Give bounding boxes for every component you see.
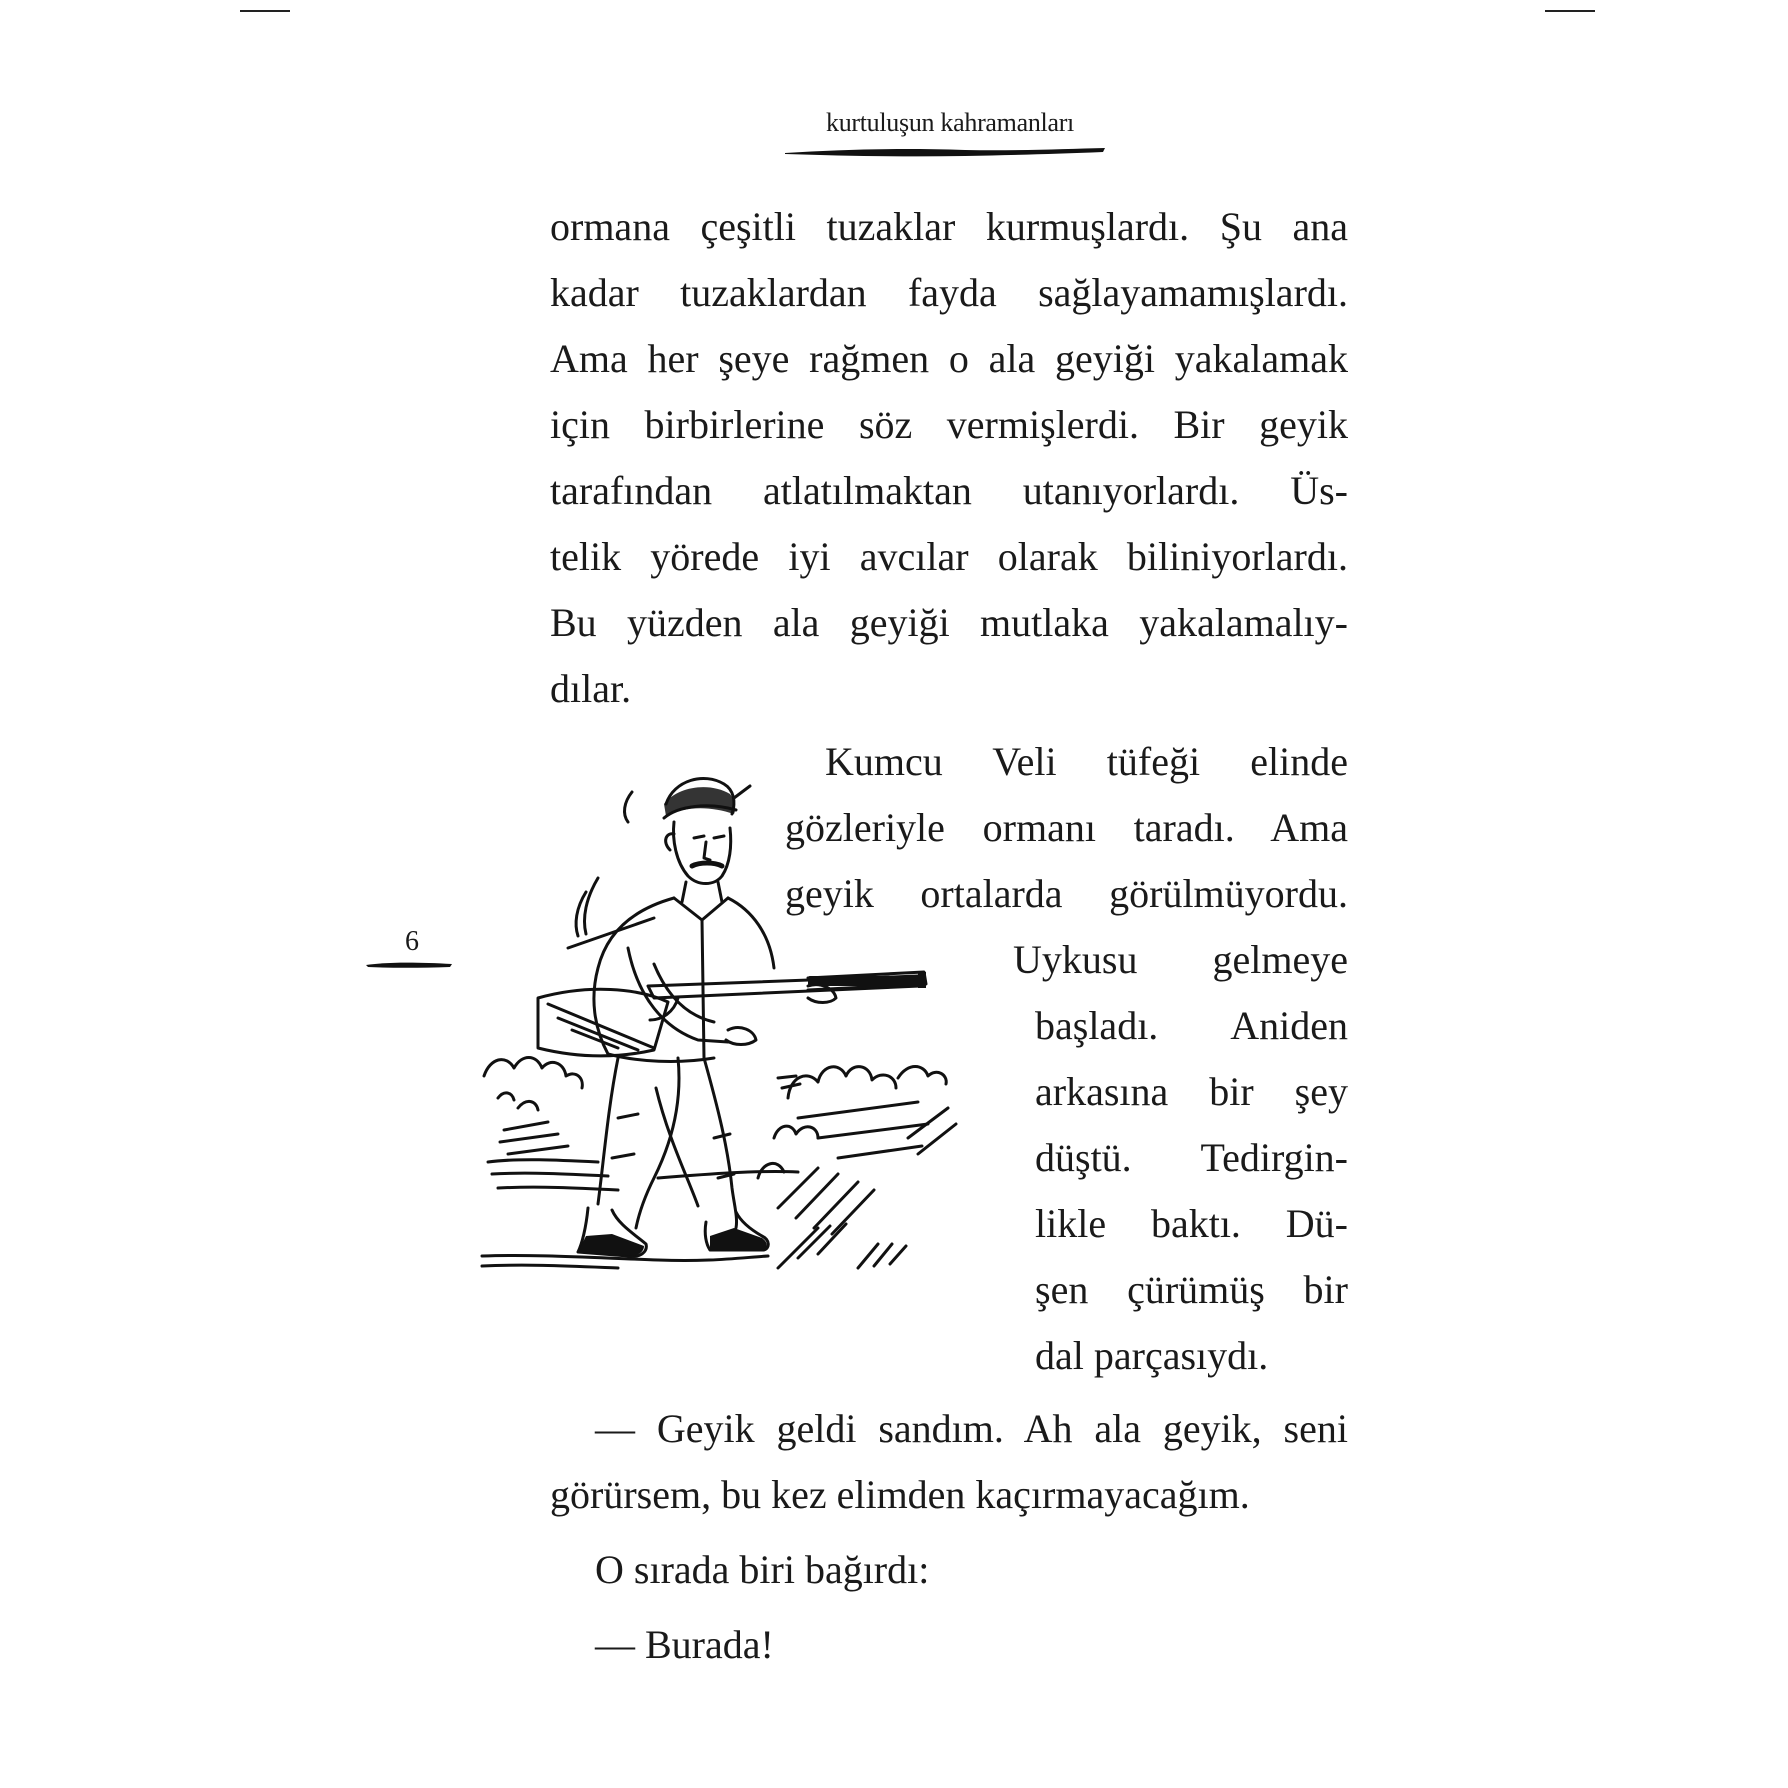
paragraph-line: Kumcu Veli tüfeği elinde xyxy=(825,739,1348,784)
paragraph-line: şen çürümüş bir xyxy=(1035,1267,1348,1312)
paragraph-line: Bu yüzden ala geyiği mutlaka yakalamalıy- xyxy=(550,600,1348,645)
paragraph-line: Ama her şeye rağmen o ala geyiği yakalamak xyxy=(550,336,1348,381)
paragraph-line: başladı. Aniden xyxy=(1035,1003,1348,1048)
paragraph-line: kadar tuzaklardan fayda sağlayamamışlardı. xyxy=(550,270,1348,315)
paragraph-line: tarafından atlatılmaktan utanıyorlardı. Üs- xyxy=(550,468,1348,513)
page-number: 6 xyxy=(405,926,419,957)
running-head-rule xyxy=(785,146,1105,158)
dialogue-line: — Geyik geldi sandım. Ah ala geyik, seni xyxy=(595,1406,1348,1451)
paragraph-line: likle baktı. Dü- xyxy=(1035,1201,1348,1246)
hunter-with-rifle-illustration xyxy=(478,758,1034,1313)
crop-mark-left xyxy=(240,10,290,12)
narration-1 xyxy=(550,1537,1348,1603)
dialogue-1 xyxy=(550,1396,1348,1528)
dialogue-2 xyxy=(550,1612,1348,1678)
crop-mark-right xyxy=(1545,10,1595,12)
running-head: kurtuluşun kahramanları xyxy=(826,108,1074,137)
dialogue-line: — Burada! xyxy=(595,1622,774,1667)
paragraph-line: dal parçasıydı. xyxy=(1035,1333,1269,1378)
paragraph-line: için birbirlerine söz vermişlerdi. Bir geyik xyxy=(550,402,1348,447)
paragraph-line: arkasına bir şey xyxy=(1035,1069,1348,1114)
paragraph-line: gözleriyle ormanı taradı. Ama xyxy=(785,805,1348,850)
paragraph-line: Uykusu gelmeye xyxy=(1013,937,1348,982)
paragraph-line: telik yörede iyi avcılar olarak biliniyorlardı. xyxy=(550,534,1348,579)
paragraph-line: düştü. Tedirgin- xyxy=(1035,1135,1348,1180)
narration-line: O sırada biri bağırdı: xyxy=(595,1547,930,1592)
paragraph-line: ormana çeşitli tuzaklar kurmuşlardı. Şu ana xyxy=(550,204,1348,249)
paragraph-line: geyik ortalarda görülmüyordu. xyxy=(785,871,1348,916)
paragraph-line: dılar. xyxy=(550,666,632,711)
paragraph-1 xyxy=(550,194,1348,722)
page-number-rule xyxy=(366,960,452,970)
dialogue-line: görürsem, bu kez elimden kaçırmayacağım. xyxy=(550,1472,1250,1517)
